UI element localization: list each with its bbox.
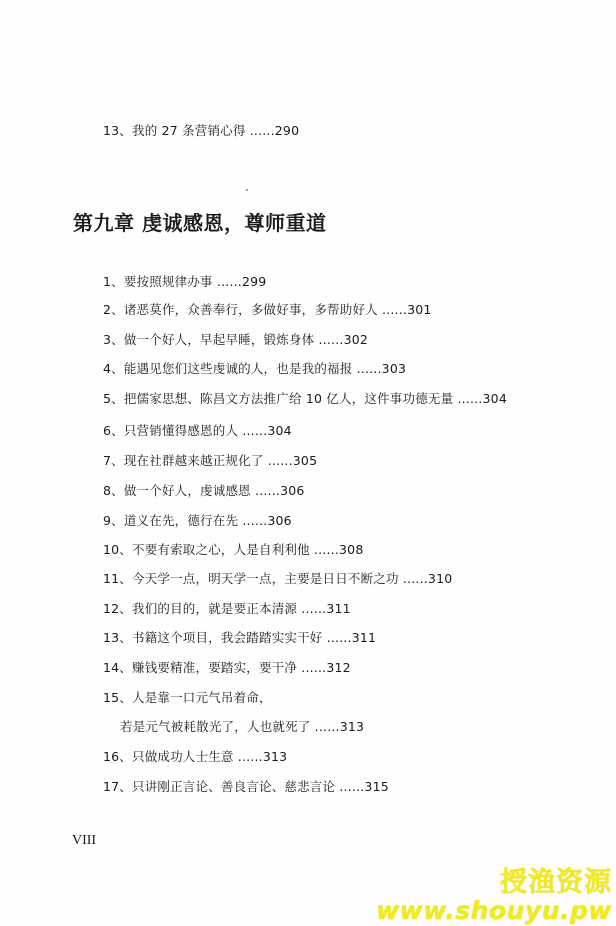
toc-entry: 8、做一个好人，虔诚感恩 ......306 <box>103 483 305 498</box>
watermark <box>376 869 612 924</box>
chapter-title: 第九章 虔诚感恩，尊师重道 <box>73 211 327 235</box>
toc-entry: 9、道义在先，德行在先 ......306 <box>103 513 292 528</box>
toc-entry: 5、把儒家思想、陈昌文方法推广给 10 亿人，这件事功德无量 ......304 <box>103 391 507 406</box>
toc-entry: 12、我们的目的，就是要正本清源 ......311 <box>103 601 351 616</box>
toc-entry-continuation: 若是元气被耗散光了，人也就死了 ......313 <box>120 719 365 734</box>
toc-entry: 2、诸恶莫作，众善奉行，多做好事，多帮助好人 ......301 <box>103 302 432 317</box>
toc-entry-prev-13: 13、我的 27 条营销心得 ......290 <box>103 123 300 138</box>
toc-entry: 16、只做成功人士生意 ......313 <box>103 749 288 764</box>
watermark-url: www.shouyu.pw <box>376 895 612 925</box>
watermark-title: 授渔资源 <box>500 867 612 899</box>
toc-entry: 7、现在社群越来越正规化了 ......305 <box>103 453 318 468</box>
toc-entry: 11、今天学一点，明天学一点，主要是日日不断之功 ......310 <box>103 571 453 586</box>
toc-entry: 10、不要有索取之心，人是自利利他 ......308 <box>103 542 364 557</box>
speck <box>246 189 248 191</box>
toc-entry: 13、书籍这个项目，我会踏踏实实干好 ......311 <box>103 630 377 645</box>
toc-entry: 3、做一个好人，早起早睡，锻炼身体 ......302 <box>103 332 369 347</box>
toc-entry: 17、只讲刚正言论、善良言论、慈悲言论 ......315 <box>103 779 389 794</box>
toc-entry: 6、只营销懂得感恩的人 ......304 <box>103 423 292 438</box>
toc-entry: 1、要按照规律办事 ......299 <box>103 274 267 289</box>
toc-entry: 14、赚钱要精准，要踏实，要干净 ......312 <box>103 660 351 675</box>
toc-entry: 15、人是靠一口元气吊着命， <box>103 690 272 705</box>
page-number: VIII <box>72 833 97 848</box>
toc-entry: 4、能遇见您们这些虔诚的人，也是我的福报 ......303 <box>103 361 407 376</box>
